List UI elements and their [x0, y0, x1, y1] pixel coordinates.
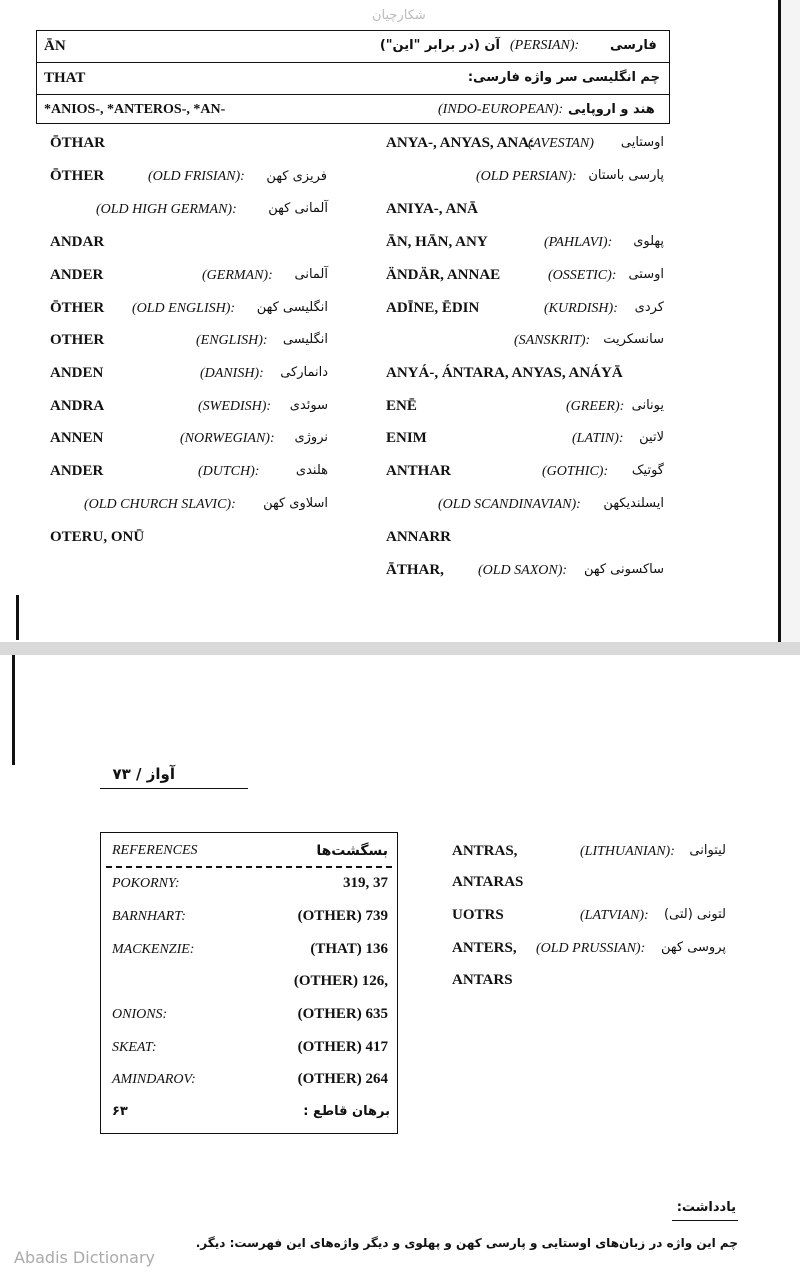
language-en: (OLD SCANDINAVIAN): [438, 497, 581, 512]
cognate-word: ÄNDÄR, ANNAE [386, 267, 501, 283]
header-divider [36, 62, 670, 63]
language-en: (DANISH): [200, 366, 264, 381]
language-en: (NORWEGIAN): [180, 431, 275, 446]
cognate-word: ŌTHER [50, 300, 105, 316]
cognate-word: ĀTHAR, [386, 562, 444, 578]
language-en: (OLD CHURCH SLAVIC): [84, 497, 236, 512]
language-fa: انگلیسی کهن [256, 300, 328, 315]
language-en: (GERMAN): [202, 268, 273, 283]
cognate-word: ĀN, HĀN, ANY [386, 234, 488, 250]
language-en: (OLD FRISIAN): [148, 169, 245, 184]
references-en: REFERENCES [112, 843, 198, 858]
cognate-word: ANTERS, [452, 940, 517, 956]
language-en: (OLD PRUSSIAN): [536, 941, 646, 956]
language-en: (LITHUANIAN): [580, 844, 675, 859]
language-en: (OLD PERSIAN): [476, 169, 577, 184]
language-fa: فریزی کهن [266, 169, 327, 184]
language-fa: یونانی [631, 398, 664, 413]
ref-value: (OTHER) 264 [297, 1071, 388, 1087]
cognate-word: ADĪNE, ĒDIN [386, 300, 480, 316]
language-fa: آلمانی [294, 267, 328, 282]
cognate-word: ANTARAS [452, 874, 524, 890]
language-fa: پهلوی [633, 234, 664, 249]
ref-name: ONIONS: [112, 1007, 168, 1022]
language-fa: اوستی [628, 267, 664, 282]
english-word: THAT [44, 70, 86, 86]
ref-name: SKEAT: [112, 1040, 157, 1055]
cognate-word: UOTRS [452, 907, 504, 923]
cognate-word: ŌTHAR [50, 135, 106, 151]
language-en: (LATVIAN): [580, 908, 649, 923]
ref-value: (OTHER) 635 [297, 1006, 388, 1022]
persian-label: فارسی [610, 38, 657, 53]
borhan-number: ۶۳ [112, 1104, 128, 1119]
language-fa: سانسکریت [603, 332, 664, 347]
cognate-word: ANIYA-, ANĀ [386, 201, 478, 217]
language-fa: اوستایی [620, 135, 664, 150]
language-en: (SWEDISH): [198, 399, 272, 414]
language-en: (OSSETIC): [548, 268, 617, 283]
language-en: (GREER): [566, 399, 625, 414]
language-fa: سوئدی [289, 398, 328, 413]
persian-meaning: آن (در برابر "این") [379, 38, 500, 53]
borhan-label: برهان قاطع : [303, 1104, 390, 1119]
language-fa: ایسلندیکهن [603, 496, 664, 511]
ie-lang: (INDO-EUROPEAN): [438, 102, 564, 117]
ie-roots: *ANIOS-, *ANTEROS-, *AN- [44, 102, 226, 117]
note-text: چم این واژه در زبان‌های اوستایی و پارسی کهن و پهلوی و دیگر واژه‌های این فهرست: دیگر. [195, 1236, 738, 1250]
ref-value: (OTHER) 417 [297, 1039, 388, 1055]
language-en: (KURDISH): [544, 301, 618, 316]
language-fa: لاتین [639, 430, 664, 445]
language-en: (ENGLISH): [196, 333, 268, 348]
watermark-bottom: Abadis Dictionary [14, 1248, 155, 1267]
cognate-word: ANNARR [386, 529, 451, 545]
note-label: یادداشت: [676, 1200, 736, 1215]
language-fa: آلمانی کهن [268, 201, 328, 216]
watermark-top: شکارچیان [372, 8, 426, 23]
references-divider [106, 866, 392, 868]
english-label: چم انگلیسی سر واژه فارسی: [467, 70, 660, 85]
cognate-word: ANDER [50, 463, 104, 479]
page-title: آواز / ۷۳ [112, 765, 175, 783]
ref-name: AMINDAROV: [112, 1072, 196, 1087]
language-en: (SANSKRIT): [514, 333, 591, 348]
cognate-word: ANDER [50, 267, 104, 283]
cognate-word: OTERU, ONŪ [50, 529, 145, 545]
persian-lang: (PERSIAN): [510, 38, 580, 53]
references-fa: بسگشت‌ها [316, 843, 388, 859]
scan-mark [12, 655, 15, 765]
scan-mark [16, 595, 19, 640]
cognate-word: ANYÁ-, ÁNTARA, ANYAS, ANÁYĀ [386, 365, 623, 381]
language-fa: کردی [634, 300, 664, 315]
note-underline [672, 1220, 738, 1221]
language-fa: لیتوانی [689, 843, 726, 858]
page-edge [778, 0, 781, 642]
language-fa: پروسی کهن [660, 940, 726, 955]
language-en: (LATIN): [572, 431, 624, 446]
language-en: (GOTHIC): [542, 464, 609, 479]
cognate-word: ŌTHER [50, 168, 105, 184]
language-en: (OLD HIGH GERMAN): [96, 202, 237, 217]
language-fa: دانمارکی [280, 365, 328, 380]
cognate-word: ANTARS [452, 972, 513, 988]
cognate-word: ANNEN [50, 430, 104, 446]
cognate-word: ENIM [386, 430, 427, 446]
ref-value: (THAT) 136 [310, 941, 388, 957]
language-en: (AVESTAN) [528, 136, 594, 151]
language-fa: هلندی [295, 463, 328, 478]
language-fa: گوتیک [631, 463, 664, 478]
ref-name: POKORNY: [112, 876, 180, 891]
language-fa: لتونی (لتی) [663, 907, 726, 922]
language-fa: پارسی باستان [588, 168, 664, 183]
language-fa: نروژی [294, 430, 328, 445]
ref-value: (OTHER) 126, [293, 973, 388, 989]
headword: ĀN [44, 38, 66, 54]
language-fa: ساکسونی کهن [583, 562, 664, 577]
language-en: (DUTCH): [198, 464, 260, 479]
ref-name: MACKENZIE: [112, 942, 195, 957]
ie-label: هند و اروپایی [568, 102, 655, 117]
cognate-word: ANDEN [50, 365, 104, 381]
title-underline [100, 788, 248, 789]
page-separator [0, 642, 800, 655]
cognate-word: ANDRA [50, 398, 105, 414]
language-en: (OLD SAXON): [478, 563, 568, 578]
language-en: (PAHLAVI): [544, 235, 613, 250]
cognate-word: ENĒ [386, 398, 417, 414]
language-en: (OLD ENGLISH): [132, 301, 236, 316]
cognate-word: ANTHAR [386, 463, 452, 479]
ref-value: 319, 37 [343, 875, 388, 891]
cognate-word: ANDAR [50, 234, 105, 250]
ref-name: BARNHART: [112, 909, 186, 924]
ref-value: (OTHER) 739 [297, 908, 388, 924]
language-fa: انگلیسی [282, 332, 328, 347]
header-divider [36, 94, 670, 95]
cognate-word: ANYA-, ANYAS, ANA: [386, 135, 535, 151]
language-fa: اسلاوی کهن [263, 496, 328, 511]
cognate-word: ANTRAS, [452, 843, 518, 859]
cognate-word: OTHER [50, 332, 105, 348]
